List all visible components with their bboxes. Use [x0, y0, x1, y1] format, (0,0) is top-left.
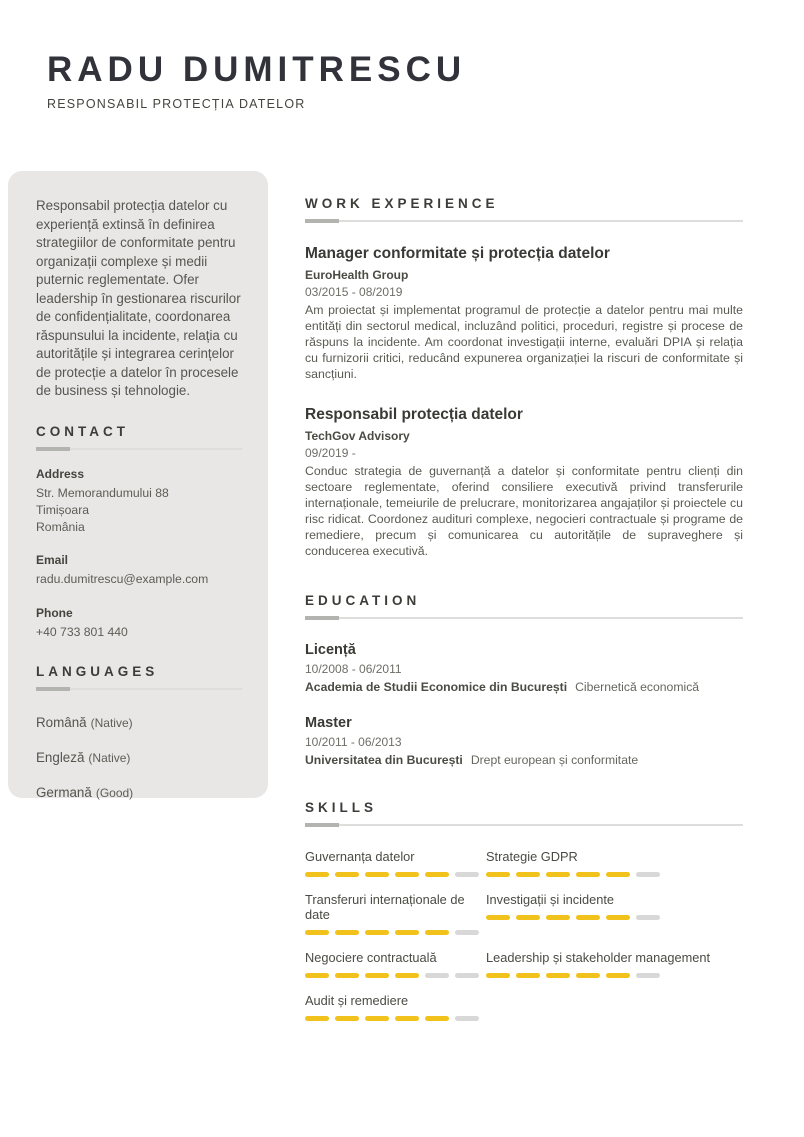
skill-segment-empty: [425, 973, 449, 978]
job-title: Manager conformitate și protecția datelor: [305, 245, 610, 262]
contact-phone-group: [36, 606, 242, 641]
skill-segment-filled: [425, 930, 449, 935]
person-name: RADU DUMITRESCU: [47, 50, 467, 89]
contact-divider: [36, 448, 242, 450]
address-line: Timișoara: [36, 502, 90, 517]
skill-segment-filled: [335, 1016, 359, 1021]
resume-header: [0, 0, 804, 111]
job-company: TechGov Advisory: [305, 428, 410, 443]
skill-item: [486, 892, 743, 935]
sidebar: [8, 171, 268, 801]
skill-level-bar: [305, 930, 486, 935]
degree-field: Drept european și conformitate: [470, 752, 639, 767]
main-column: [305, 171, 743, 1054]
language-name: Engleză: [36, 750, 85, 766]
degree-dates: 10/2011 - 06/2013: [305, 734, 402, 749]
degree-school: Universitatea din București: [305, 752, 463, 767]
skill-segment-empty: [455, 930, 479, 935]
skill-segment-filled: [425, 1016, 449, 1021]
language-item: [36, 714, 242, 732]
languages-divider: [36, 688, 242, 690]
skill-segment-filled: [335, 872, 359, 877]
language-level: (Native): [90, 716, 133, 731]
skill-segment-filled: [516, 973, 540, 978]
contact-address-group: [36, 467, 242, 537]
language-level: (Good): [95, 786, 134, 801]
contact-email-group: [36, 553, 242, 588]
address-line: România: [36, 520, 85, 535]
phone-value: +40 733 801 440: [36, 624, 128, 639]
job-list: [305, 245, 743, 560]
skill-segment-empty: [636, 915, 660, 920]
skill-level-bar: [486, 915, 743, 920]
skill-item: [305, 849, 486, 877]
skill-segment-filled: [606, 973, 630, 978]
skill-level-bar: [305, 1016, 486, 1021]
skill-item: [486, 950, 743, 978]
skill-name: Strategie GDPR: [486, 848, 578, 864]
skill-level-bar: [486, 973, 743, 978]
skill-segment-filled: [395, 872, 419, 877]
skill-segment-filled: [606, 872, 630, 877]
skill-segment-filled: [395, 973, 419, 978]
work-experience-section: [305, 196, 743, 560]
degree-name: Master: [305, 714, 352, 731]
skill-segment-empty: [455, 872, 479, 877]
education-section: [305, 593, 743, 767]
skill-segment-filled: [486, 973, 510, 978]
skill-segment-filled: [365, 872, 389, 877]
language-name: Română: [36, 715, 87, 731]
skill-segment-filled: [305, 872, 329, 877]
degree-entry: [305, 715, 743, 767]
language-level: (Native): [88, 751, 131, 766]
skill-segment-filled: [305, 930, 329, 935]
email-value: radu.dumitrescu@example.com: [36, 572, 209, 587]
skill-name: Audit și remediere: [305, 992, 409, 1008]
skills-heading: SKILLS: [305, 799, 378, 815]
skill-segment-filled: [365, 973, 389, 978]
skill-item: [305, 892, 486, 935]
skill-segment-filled: [546, 915, 570, 920]
education-heading: EDUCATION: [305, 592, 421, 608]
skill-segment-filled: [395, 930, 419, 935]
address-lines: [36, 485, 242, 537]
skill-segment-filled: [576, 915, 600, 920]
education-divider: [305, 617, 743, 619]
skill-segment-filled: [516, 915, 540, 920]
skill-segment-empty: [455, 1016, 479, 1021]
work-experience-divider: [305, 220, 743, 222]
skill-segment-empty: [636, 872, 660, 877]
degree-entry: [305, 642, 743, 694]
languages-list: [36, 714, 242, 802]
skill-item: [486, 849, 743, 877]
skills-section: [305, 800, 743, 1021]
phone-label: Phone: [36, 605, 73, 620]
degree-name: Licență: [305, 641, 356, 658]
skill-name: Investigații și incidente: [486, 891, 615, 907]
degree-school: Academia de Studii Economice din București: [305, 679, 568, 694]
skill-name: Transferuri internaționale de date: [305, 891, 465, 922]
skill-segment-filled: [365, 930, 389, 935]
skill-segment-filled: [576, 872, 600, 877]
languages-heading: LANGUAGES: [36, 664, 159, 680]
skill-segment-empty: [636, 973, 660, 978]
skill-segment-filled: [546, 973, 570, 978]
skill-segment-filled: [365, 1016, 389, 1021]
job-entry: [305, 245, 743, 383]
skill-segment-filled: [576, 973, 600, 978]
skill-segment-filled: [606, 915, 630, 920]
address-line: Str. Memorandumului 88: [36, 485, 169, 500]
skill-level-bar: [486, 872, 743, 877]
skill-segment-filled: [516, 872, 540, 877]
skill-name: Guvernanța datelor: [305, 848, 415, 864]
skill-segment-filled: [305, 973, 329, 978]
person-job-title: RESPONSABIL PROTECȚIA DATELOR: [47, 97, 306, 111]
language-item: [36, 784, 242, 802]
skill-name: Leadership și stakeholder management: [486, 949, 711, 965]
degree-dates: 10/2008 - 06/2011: [305, 661, 402, 676]
skill-level-bar: [305, 973, 486, 978]
address-label: Address: [36, 466, 85, 481]
language-name: Germană: [36, 785, 92, 801]
work-experience-heading: WORK EXPERIENCE: [305, 196, 499, 211]
degree-school-line: [305, 753, 743, 767]
job-description: Conduc strategia de guvernanță a datelor și conformitate pentru clienți din sectoare reglementate, oferind consiliere executivă privind transferurile internaționale, temeiurile de prelucrare, monitorizarea angajaților și proiectele cu risc ridicat. Coordonez audituri complexe, negocieri contractuale și programe de remediere, precum și comunicarea cu autoritățile de supraveghere și conducerea executivă.: [305, 463, 743, 558]
degree-list: [305, 642, 743, 767]
skill-segment-filled: [395, 1016, 419, 1021]
degree-field: Cibernetică economică: [575, 679, 700, 694]
job-dates: 03/2015 - 08/2019: [305, 285, 403, 299]
skill-segment-filled: [486, 915, 510, 920]
language-item: [36, 749, 242, 767]
contact-heading: CONTACT: [36, 423, 129, 439]
job-description: Am proiectat și implementat programul de protecție a datelor pentru mai multe entități din sectorul medical, incluzând politici, proceduri, registre și procese de răspuns la incidente. Am coordonat investigații interne, evaluări DPIA și relația cu furnizorii critici, reducând expunerea organizației la riscuri de conformitate și sancțiuni.: [305, 303, 743, 381]
content-columns: [0, 171, 804, 1054]
skill-level-bar: [305, 872, 486, 877]
skill-segment-empty: [455, 973, 479, 978]
skills-divider: [305, 824, 743, 826]
skill-segment-filled: [486, 872, 510, 877]
skill-item: [305, 993, 486, 1021]
job-entry: [305, 406, 743, 560]
skill-segment-filled: [546, 872, 570, 877]
skills-grid: [305, 849, 743, 1021]
skill-item: [305, 950, 486, 978]
skill-segment-filled: [305, 1016, 329, 1021]
job-dates: 09/2019 -: [305, 445, 356, 460]
email-label: Email: [36, 553, 69, 568]
job-company: EuroHealth Group: [305, 268, 409, 282]
skill-segment-filled: [335, 973, 359, 978]
skill-name: Negociere contractuală: [305, 949, 437, 965]
skill-segment-filled: [425, 872, 449, 877]
degree-school-line: [305, 680, 743, 694]
profile-summary: Responsabil protecția datelor cu experiență extinsă în definirea strategiilor de conformitate pentru organizații complexe și medii puternic reglementate. Ofer leadership în gestionarea riscurilor de confidențialitate, coordonarea răspunsului la incidente, relația cu autoritățile și integrarea cerințelor de protecție a datelor în procesele de business și tehnologie.: [36, 198, 241, 398]
skill-segment-filled: [335, 930, 359, 935]
job-title: Responsabil protecția datelor: [305, 405, 523, 423]
